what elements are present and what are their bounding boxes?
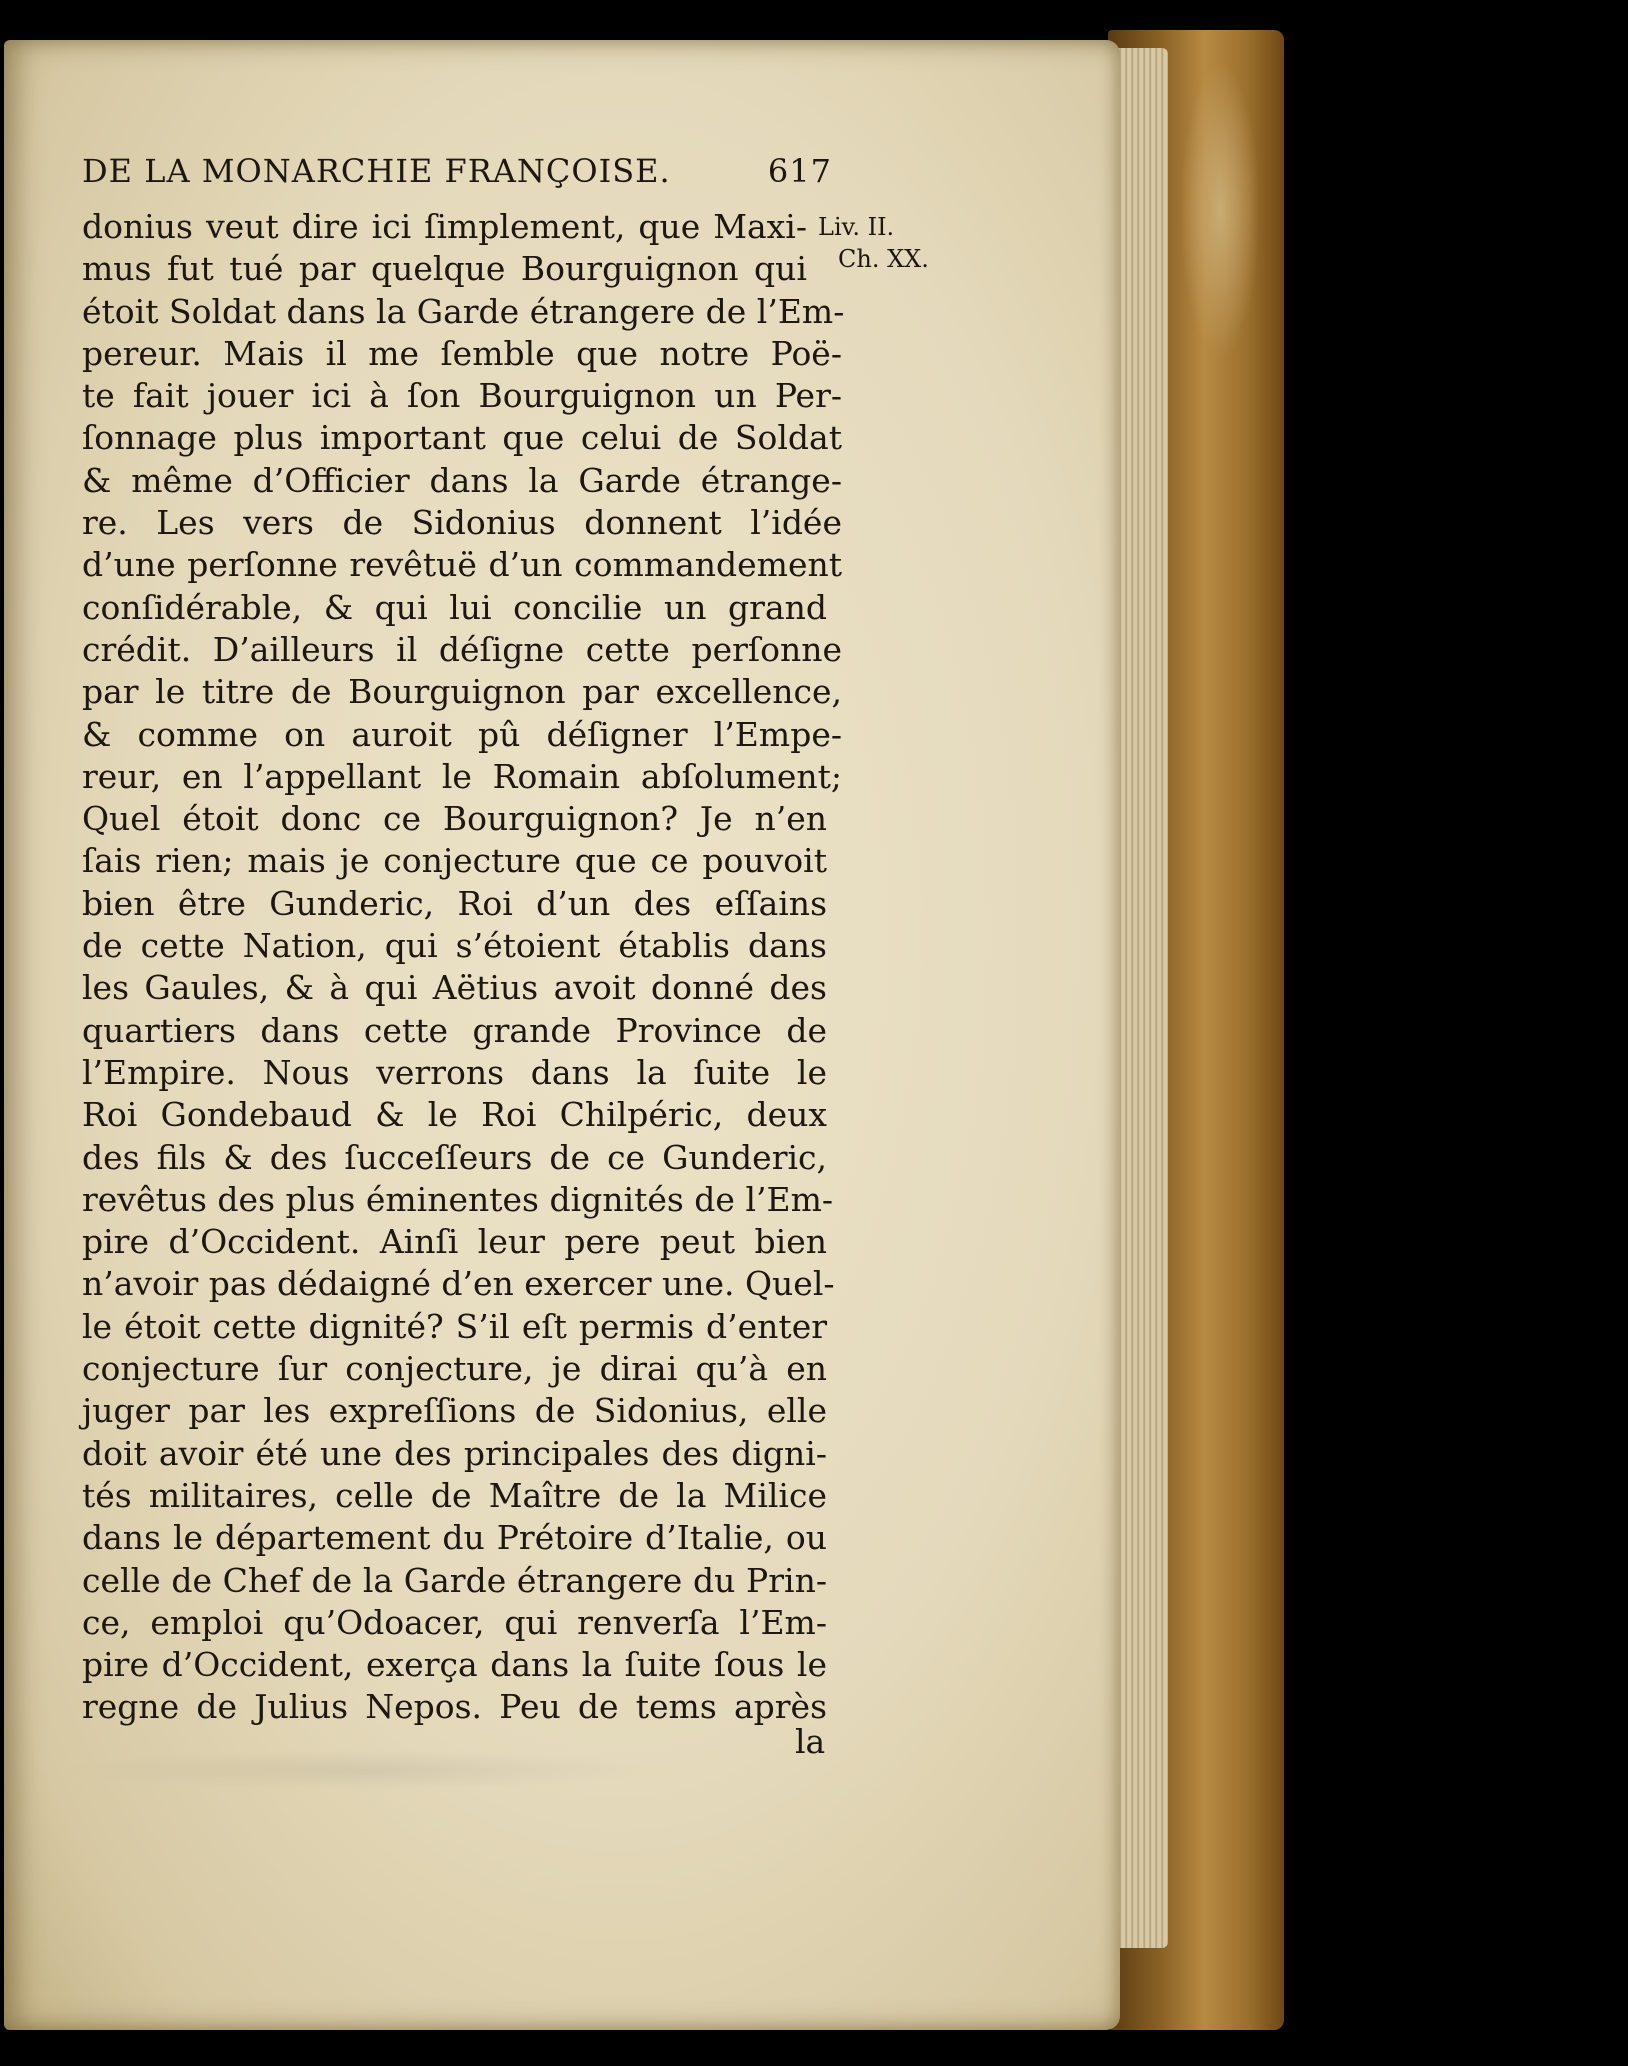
text-line: te fait jouer ici à ſon Bourguignon un Per-: [82, 376, 842, 416]
margin-note-book: Liv. II.: [818, 213, 895, 241]
catchword: la: [795, 1722, 826, 1761]
text-line: ce, emploi qu’Odoacer, qui renverſa l’Em-: [82, 1602, 827, 1642]
text-line: les Gaules, & à qui Aëtius avoit donné des: [82, 968, 827, 1008]
text-line: étoit Soldat dans la Garde étrangere de l’Em-: [82, 291, 845, 331]
text-line: le étoit cette dignité? S’il eſt permis d’enter: [82, 1306, 827, 1346]
text-line: ſonnage plus important que celui de Soldat: [82, 418, 842, 458]
offset-smudge: [60, 1750, 660, 1790]
text-line: & comme on auroit pû déſigner l’Empe-: [82, 714, 842, 754]
text-line: Roi Gondebaud & le Roi Chilpéric, deux: [82, 1095, 827, 1135]
text-line: l’Empire. Nous verrons dans la ſuite le: [82, 1052, 827, 1092]
running-head: [82, 152, 832, 190]
text-line: & même d’Officier dans la Garde étrange-: [82, 460, 842, 500]
text-line: dans le département du Prétoire d’Italie, ou: [82, 1518, 827, 1558]
cover-wear: [1180, 60, 1260, 360]
text-line: conſidérable, & qui lui concilie un grand: [82, 587, 827, 627]
text-line: tés militaires, celle de Maître de la Milice: [82, 1475, 827, 1515]
body-text: [82, 206, 845, 1729]
text-line: n’avoir pas dédaigné d’en exercer une. Quel-: [82, 1264, 835, 1304]
text-line: de cette Nation, qui s’étoient établis dans: [82, 926, 827, 966]
text-line: pereur. Mais il me ſemble que notre Poë-: [82, 333, 842, 373]
text-line: donius veut dire ici ſimplement, que Maxi-: [82, 207, 807, 246]
text-line: doit avoir été une des principales des digni-: [82, 1433, 827, 1473]
text-line: reur, en l’appellant le Romain abſolument;: [82, 756, 842, 796]
margin-note-chapter: Ch. XX.: [838, 245, 929, 273]
text-line: par le titre de Bourguignon par excellence,: [82, 672, 842, 712]
text-line: bien être Gunderic, Roi d’un des eſſains: [82, 883, 827, 923]
text-line: pire d’Occident, exerça dans la ſuite ſous le: [82, 1645, 827, 1685]
page-number: 617: [767, 152, 832, 190]
text-line: mus fut tué par quelque Bourguignon qui: [82, 249, 807, 289]
text-line: quartiers dans cette grande Province de: [82, 1010, 827, 1050]
text-line: celle de Chef de la Garde étrangere du Prin-: [82, 1560, 827, 1600]
text-line: crédit. D’ailleurs il déſigne cette perſonne: [82, 629, 842, 669]
text-line: des fils & des ſucceſſeurs de ce Gunderic,: [82, 1137, 827, 1177]
text-line: conjecture ſur conjecture, je dirai qu’à en: [82, 1349, 827, 1389]
text-line: revêtus des plus éminentes dignités de l’Em-: [82, 1179, 834, 1219]
text-line: Quel étoit donc ce Bourguignon? Je n’en: [82, 799, 827, 839]
text-line: regne de Julius Nepos. Peu de tems après: [82, 1687, 827, 1727]
text-line: juger par les expreſſions de Sidonius, elle: [82, 1391, 827, 1431]
text-line: d’une perſonne revêtuë d’un commandement: [82, 545, 842, 585]
running-head-title: DE LA MONARCHIE FRANÇOISE.: [82, 152, 671, 190]
text-line: re. Les vers de Sidonius donnent l’idée: [82, 503, 842, 543]
text-line: pire d’Occident. Ainſi leur pere peut bien: [82, 1222, 827, 1262]
text-line: ſais rien; mais je conjecture que ce pouvoit: [82, 841, 827, 881]
